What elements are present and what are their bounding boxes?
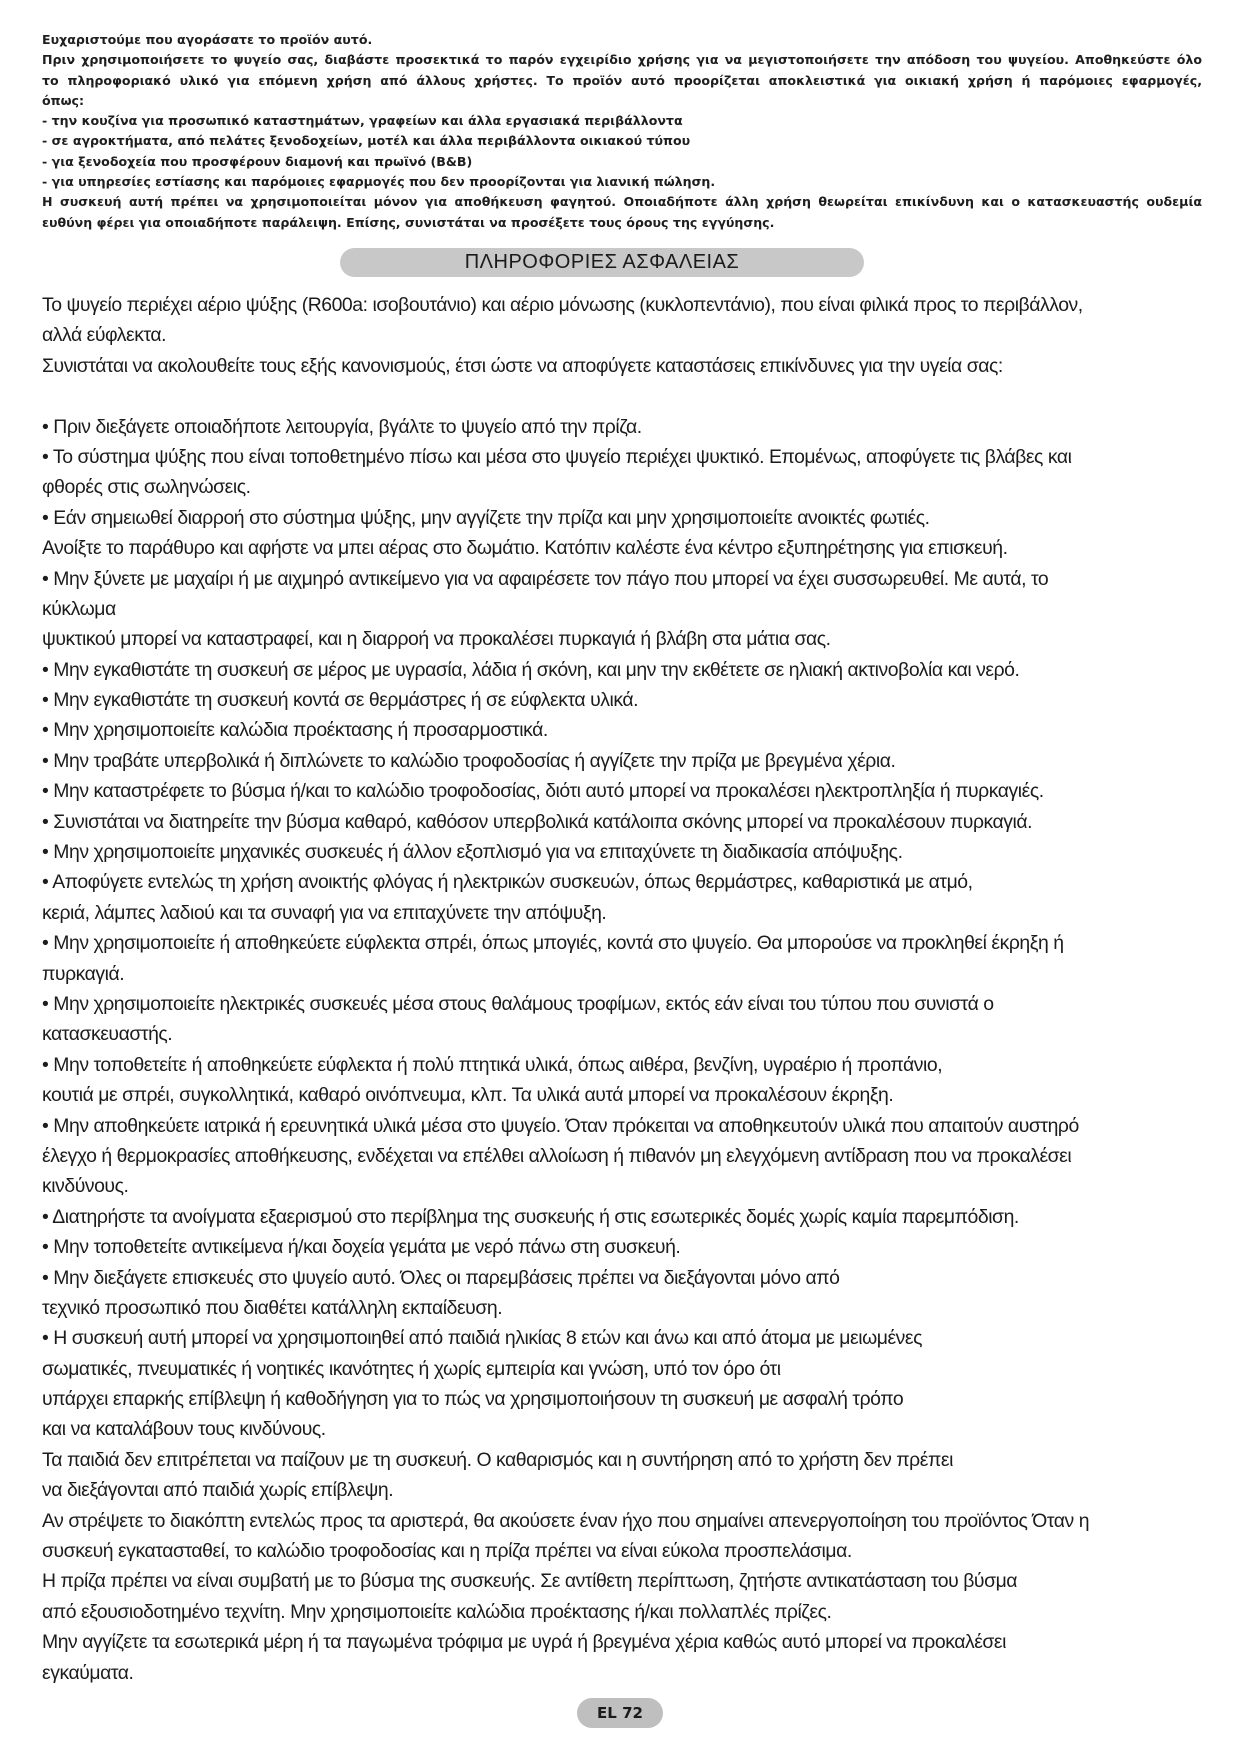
body-line: • Μην καταστρέφετε το βύσμα ή/και το καλώδιο τροφοδοσίας, διότι αυτό μπορεί να προκαλέσει ηλεκτροπληξία ή πυρκαγιές. xyxy=(42,780,1044,803)
intro-line: - για υπηρεσίες εστίασης και παρόμοιες εφαρμογές που δεν προορίζονται για λιανική πώληση. xyxy=(42,174,716,190)
section-title-safety-information: ΠΛΗΡΟΦΟΡΙΕΣ ΑΣΦΑΛΕΙΑΣ xyxy=(340,248,864,277)
body-line: υπάρχει επαρκής επίβλεψη ή καθοδήγηση για το πώς να χρησιμοποιήσουν τη συσκευή με ασφαλή τρόπο xyxy=(42,1388,904,1411)
body-line: συσκευή εγκατασταθεί, το καλώδιο τροφοδοσίας και η πρίζα πρέπει να είναι εύκολα προσπελάσιμα. xyxy=(42,1540,852,1563)
body-line: Συνιστάται να ακολουθείτε τους εξής κανονισμούς, έτσι ώστε να αποφύγετε καταστάσεις επικίνδυνες για την υγεία σας: xyxy=(42,354,1003,377)
body-line: φθορές στις σωληνώσεις. xyxy=(42,476,251,499)
body-line: Τα παιδιά δεν επιτρέπεται να παίζουν με τη συσκευή. Ο καθαρισμός και η συντήρηση από το χρήστη δεν πρέπει xyxy=(42,1448,953,1471)
body-line: • Μην χρησιμοποιείτε ή αποθηκεύετε εύφλεκτα σπρέι, όπως μπογιές, κοντά στο ψυγείο. Θα μπορούσε να προκληθεί έκρηξη ή xyxy=(42,932,1064,955)
body-line: να διεξάγονται από παιδιά χωρίς επίβλεψη. xyxy=(42,1479,394,1502)
intro-line: Ευχαριστούμε που αγοράσατε το προϊόν αυτό. xyxy=(42,32,373,47)
body-line: • Μην τοποθετείτε ή αποθηκεύετε εύφλεκτα ή πολύ πτητικά υλικά, όπως αιθέρα, βενζίνη, υγραέριο ή προπάνιο, xyxy=(42,1053,943,1076)
body-line: • Συνιστάται να διατηρείτε την βύσμα καθαρό, καθόσον υπερβολικά κατάλοιπα σκόνης μπορεί να προκαλέσουν πυρκαγιά. xyxy=(42,810,1033,833)
body-line: • Διατηρήστε τα ανοίγματα εξαερισμού στο περίβλημα της συσκευής ή στις εσωτερικές δομές χωρίς καμία παρεμπόδιση. xyxy=(42,1205,1019,1228)
intro-line: - σε αγροκτήματα, από πελάτες ξενοδοχείων, μοτέλ και άλλα περιβάλλοντα οικιακού τύπου xyxy=(42,133,691,149)
intro-line: Η συσκευή αυτή πρέπει να χρησιμοποιείται μόνον για αποθήκευση φαγητού. Οποιαδήποτε άλλη χρήση θεωρείται επικίνδυνη και ο κατασκευαστής ουδεμία xyxy=(42,194,1202,210)
body-line: κεριά, λάμπες λαδιού και τα συναφή για να επιταχύνετε την απόψυξη. xyxy=(42,901,607,924)
body-line: Αν στρέψετε το διακόπτη εντελώς προς τα αριστερά, θα ακούσετε έναν ήχο που σημαίνει απενεργοποίηση του προϊόντος Όταν η xyxy=(42,1509,1090,1532)
intro-paragraph xyxy=(42,30,1202,233)
intro-line: - την κουζίνα για προσωπικό καταστημάτων, γραφείων και άλλα εργασιακά περιβάλλοντα xyxy=(42,113,683,129)
body-line: κύκλωμα xyxy=(42,597,116,620)
body-line: σωματικές, πνευματικές ή νοητικές ικανότητες ή χωρίς εμπειρία και γνώση, υπό τον όρο ότι xyxy=(42,1357,781,1380)
body-line: • Εάν σημειωθεί διαρροή στο σύστημα ψύξης, μην αγγίζετε την πρίζα και μην χρησιμοποιείτε ανοικτές φωτιές. xyxy=(42,506,930,529)
body-line: πυρκαγιά. xyxy=(42,962,125,985)
body-line: κατασκευαστής. xyxy=(42,1023,173,1046)
body-line: • Μην αποθηκεύετε ιατρικά ή ερευνητικά υλικά μέσα στο ψυγείο. Όταν πρόκειται να αποθηκευτούν υλικά που απαιτούν αυστηρό xyxy=(42,1114,1079,1137)
body-line: τεχνικό προσωπικό που διαθέτει κατάλληλη εκπαίδευση. xyxy=(42,1296,503,1319)
body-line: • Πριν διεξάγετε οποιαδήποτε λειτουργία, βγάλτε το ψυγείο από την πρίζα. xyxy=(42,415,642,438)
body-line: εγκαύματα. xyxy=(42,1661,134,1684)
safety-body-text xyxy=(42,290,1207,1718)
body-line: • Μην χρησιμοποιείτε μηχανικές συσκευές ή άλλον εξοπλισμό για να επιταχύνετε τη διαδικασία απόψυξης. xyxy=(42,841,903,864)
body-line: Ανοίξτε το παράθυρο και αφήστε να μπει αέρας στο δωμάτιο. Κατόπιν καλέστε ένα κέντρο εξυπηρέτησης για επισκευή. xyxy=(42,537,1008,560)
body-line: • Το σύστημα ψύξης που είναι τοποθετημένο πίσω και μέσα στο ψυγείο περιέχει ψυκτικό. Επομένως, αποφύγετε τις βλάβες και xyxy=(42,445,1072,468)
body-line: • Μην εγκαθιστάτε τη συσκευή κοντά σε θερμάστρες ή σε εύφλεκτα υλικά. xyxy=(42,689,639,712)
body-line: από εξουσιοδοτημένο τεχνίτη. Μην χρησιμοποιείτε καλώδια προέκτασης ή/και πολλαπλές πρίζες. xyxy=(42,1600,832,1623)
intro-line: ευθύνη φέρει για οποιαδήποτε παράλειψη. Επίσης, συνιστάται να προσέξετε τους όρους της εγγύησης. xyxy=(42,214,775,230)
body-line: • Μην τοποθετείτε αντικείμενα ή/και δοχεία γεμάτα με νερό πάνω στη συσκευή. xyxy=(42,1236,681,1259)
body-line: ψυκτικού μπορεί να καταστραφεί, και η διαρροή να προκαλέσει πυρκαγιά ή βλάβη στα μάτια σας. xyxy=(42,628,831,651)
body-line: Το ψυγείο περιέχει αέριο ψύξης (R600a: ισοβουτάνιο) και αέριο μόνωσης (κυκλοπεντάνιο), που είναι φιλικά προς το περιβάλλον, xyxy=(42,294,1083,316)
body-line: • Μην χρησιμοποιείτε ηλεκτρικές συσκευές μέσα στους θαλάμους τροφίμων, εκτός εάν είναι του τύπου που συνιστά ο xyxy=(42,992,994,1015)
body-line: • Αποφύγετε εντελώς τη χρήση ανοικτής φλόγας ή ηλεκτρικών συσκευών, όπως θερμάστρες, καθαριστικά με ατμό, xyxy=(42,871,973,894)
body-line xyxy=(42,381,1207,411)
intro-line: Πριν χρησιμοποιήσετε το ψυγείο σας, διαβάστε προσεκτικά το παρόν εγχειρίδιο χρήσης για να μεγιστοποιήσετε την απόδοση του ψυγείου. Αποθηκεύστε όλο xyxy=(42,52,1202,68)
body-line: • Μην χρησιμοποιείτε καλώδια προέκτασης ή προσαρμοστικά. xyxy=(42,719,548,742)
intro-line: - για ξενοδοχεία που προσφέρουν διαμονή και πρωϊνό (B&B) xyxy=(42,153,473,169)
body-line: • Μην τραβάτε υπερβολικά ή διπλώνετε το καλώδιο τροφοδοσίας ή αγγίζετε την πρίζα με βρεγμένα χέρια. xyxy=(42,749,896,772)
body-line: και να καταλάβουν τους κινδύνους. xyxy=(42,1418,326,1441)
body-line: • Μην ξύνετε με μαχαίρι ή με αιχμηρό αντικείμενο για να αφαιρέσετε τον πάγο που μπορεί να έχει συσσωρευθεί. Με αυτά, το xyxy=(42,567,1049,590)
body-line: Η πρίζα πρέπει να είναι συμβατή με το βύσμα της συσκευής. Σε αντίθετη περίπτωση, ζητήστε αντικατάσταση του βύσμα xyxy=(42,1570,1018,1593)
body-line: αλλά εύφλεκτα. xyxy=(42,324,167,347)
intro-line: όπως: xyxy=(42,92,85,108)
body-line: • Μην εγκαθιστάτε τη συσκευή σε μέρος με υγρασία, λάδια ή σκόνη, και μην την εκθέτετε σε ηλιακή ακτινοβολία και νερό. xyxy=(42,658,1020,681)
body-line: κουτιά με σπρέι, συγκολλητικά, καθαρό οινόπνευμα, κλπ. Τα υλικά αυτά μπορεί να προκαλέσουν έκρηξη. xyxy=(42,1084,894,1107)
body-line: • Μην διεξάγετε επισκευές στο ψυγείο αυτό. Όλες οι παρεμβάσεις πρέπει να διεξάγονται μόνο από xyxy=(42,1266,840,1289)
body-line: Μην αγγίζετε τα εσωτερικά μέρη ή τα παγωμένα τρόφιμα με υγρά ή βρεγμένα χέρια καθώς αυτό μπορεί να προκαλέσει xyxy=(42,1631,1006,1654)
page-number-badge: EL 72 xyxy=(577,1698,663,1728)
body-line: έλεγχο ή θερμοκρασίες αποθήκευσης, ενδέχεται να επέλθει αλλοίωση ή πιθανόν μη ελεγχόμενη αντίδραση που να προκαλέσει xyxy=(42,1144,1072,1167)
body-line: • Η συσκευή αυτή μπορεί να χρησιμοποιηθεί από παιδιά ηλικίας 8 ετών και άνω και από άτομα με μειωμένες xyxy=(42,1327,923,1350)
body-line: κινδύνους. xyxy=(42,1175,129,1198)
intro-line: το πληροφοριακό υλικό για επόμενη χρήση από άλλους χρήστες. Το προϊόν αυτό προορίζεται αποκλειστικά για οικιακή χρήση ή παρόμοιες εφαρμογές, xyxy=(42,72,1202,88)
